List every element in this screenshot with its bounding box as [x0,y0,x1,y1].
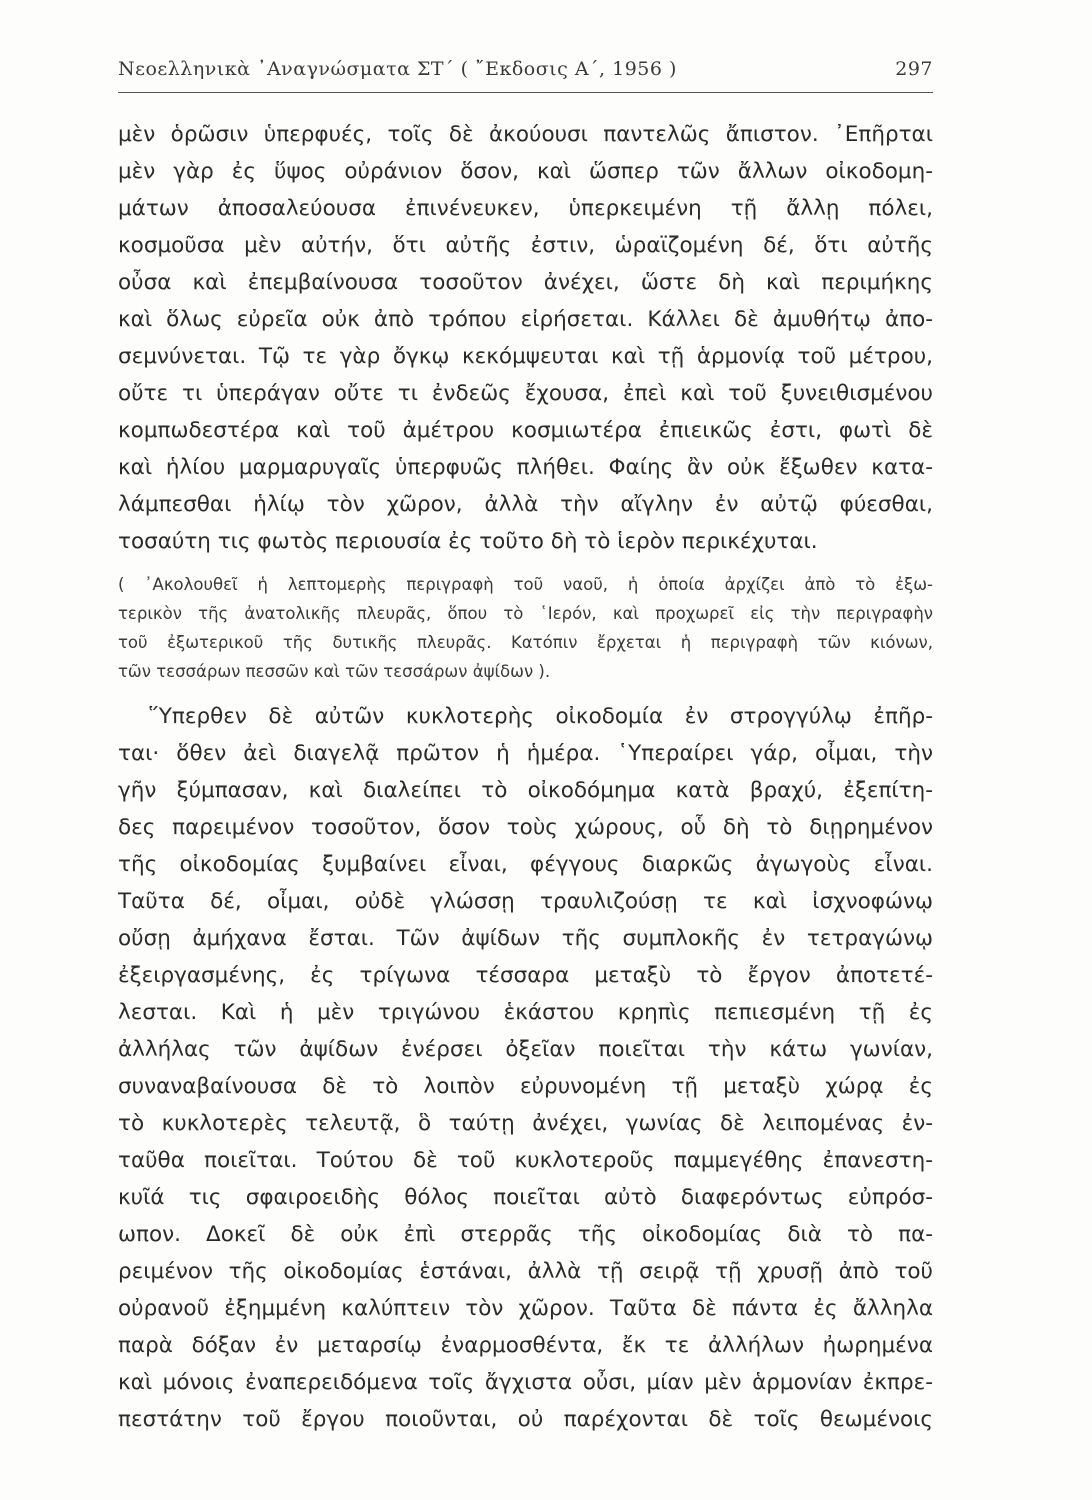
text-line: καὶ ἡλίου μαρμαρυγαῖς ὑπερφυῶς πλήθει. Φαίης ἂν οὐκ ἔξωθεν κατα- [118,455,933,480]
page-number: 297 [895,58,933,80]
text-line: τὸ κυκλοτερὲς τελευτᾷ, ὃ ταύτῃ ἀνέχει, γωνίας δὲ λειπομένας ἐν- [118,1111,933,1136]
header-rule [118,92,933,93]
text-line: μάτων ἀποσαλεύουσα ἐπινένευκεν, ὑπερκειμένη τῇ ἄλλῃ πόλει, [118,196,933,221]
text-line: ρειμένον τῆς οἰκοδομίας ἑστάναι, ἀλλὰ τῇ σειρᾷ τῇ χρυσῇ ἀπὸ τοῦ [118,1259,933,1284]
text-line: πεστάτην τοῦ ἔργου ποιοῦνται, οὐ παρέχονται δὲ τοῖς θεωμένοις [118,1407,933,1432]
running-title: Νεοελληνικὰ ᾿Αναγνώσματα ΣΤ΄ ( ῎Εκδοσις Α΄, 1956 ) [118,58,677,80]
text-line: Ταῦτα δέ, οἶμαι, οὐδὲ γλώσσῃ τραυλιζούσῃ τε καὶ ἰσχνοφώνῳ [118,889,933,914]
text-line: ἀλλήλας τῶν ἀψίδων ἐνέρσει ὀξεῖαν ποιεῖται τὴν κάτω γωνίαν, [118,1037,933,1062]
text-line: λάμπεσθαι ἡλίῳ τὸν χῶρον, ἀλλὰ τὴν αἴγλην ἐν αὐτῷ φύεσθαι, [118,492,933,517]
text-line: τοσαύτη τις φωτὸς περιουσία ἐς τοῦτο δὴ τὸ ἱερὸν περικέχυται. [118,529,818,554]
text-line: σεμνύνεται. Τῷ τε γὰρ ὄγκῳ κεκόμψευται καὶ τῇ ἁρμονίᾳ τοῦ μέτρου, [118,344,933,369]
text-line: κυῖά τις σφαιροειδὴς θόλος ποιεῖται αὐτὸ διαφερόντως εὐπρόσ- [118,1185,933,1210]
text-line: κοσμοῦσα μὲν αὐτήν, ὅτι αὐτῆς ἐστιν, ὡραϊζομένη δέ, ὅτι αὐτῆς [118,233,933,258]
text-line: ῞Υπερθεν δὲ αὐτῶν κυκλοτερὴς οἰκοδομία ἐν στρογγύλῳ ἐπῆρ- [148,704,933,729]
text-line: ἐξειργασμένης, ἐς τρίγωνα τέσσαρα μεταξὺ τὸ ἔργον ἀποτετέ- [118,963,933,988]
text-line: μὲν γὰρ ἐς ὕψος οὐράνιον ὅσον, καὶ ὥσπερ τῶν ἄλλων οἰκοδομη- [118,159,933,184]
text-line: τῆς οἰκοδομίας ξυμβαίνει εἶναι, φέγγους διαρκῶς ἀγωγοὺς εἶναι. [118,852,933,877]
page-header [118,58,933,90]
note-line: ( ᾿Ακολουθεῖ ἡ λεπτομερὴς περιγραφὴ τοῦ ναοῦ, ἡ ὁποία ἀρχίζει ἀπὸ τὸ ἐξω- [118,575,933,594]
text-line: οὔσῃ ἀμήχανα ἔσται. Τῶν ἀψίδων τῆς συμπλοκῆς ἐν τετραγώνῳ [118,926,933,951]
text-line: μὲν ὁρῶσιν ὑπερφυές, τοῖς δὲ ἀκούουσι παντελῶς ἄπιστον. ᾿Επῆρται [118,122,933,147]
text-line: οὔτε τι ὑπεράγαν οὔτε τι ἐνδεῶς ἔχουσα, ἐπεὶ καὶ τοῦ ξυνειθισμένου [118,381,933,406]
text-line: γῆν ξύμπασαν, καὶ διαλείπει τὸ οἰκοδόμημα κατὰ βραχύ, ἐξεπίτη- [118,778,933,803]
text-line: καὶ ὅλως εὐρεῖα οὐκ ἀπὸ τρόπου εἰρήσεται. Κάλλει δὲ ἀμυθήτῳ ἀπο- [118,307,933,332]
note-line: τερικὸν τῆς ἀνατολικῆς πλευρᾶς, ὅπου τὸ ῾Ιερόν, καὶ προχωρεῖ εἰς τὴν περιγραφὴν [118,604,933,623]
text-line: καὶ μόνοις ἐναπερειδόμενα τοῖς ἄγχιστα οὖσι, μίαν μὲν ἁρμονίαν ἐκπρε- [118,1370,933,1395]
note-line: τῶν τεσσάρων πεσσῶν καὶ τῶν τεσσάρων ἀψίδων ). [118,662,551,681]
text-line: λεσται. Καὶ ἡ μὲν τριγώνου ἑκάστου κρηπὶς πεπιεσμένη τῇ ἐς [118,1000,933,1025]
text-line: κομπωδεστέρα καὶ τοῦ ἀμέτρου κοσμιωτέρα ἐπιεικῶς ἐστι, φωτὶ δὲ [118,418,933,443]
text-line: οὐρανοῦ ἐξημμένη καλύπτειν τὸν χῶρον. Ταῦτα δὲ πάντα ἐς ἄλληλα [118,1296,933,1321]
text-line: συναναβαίνουσα δὲ τὸ λοιπὸν εὐρυνομένη τῇ μεταξὺ χώρᾳ ἐς [118,1074,933,1099]
text-line: δες παρειμένον τοσοῦτον, ὅσον τοὺς χώρους, οὗ δὴ τὸ διῃρημένον [118,815,933,840]
text-line: οὖσα καὶ ἐπεμβαίνουσα τοσοῦτον ἀνέχει, ὥστε δὴ καὶ περιμήκης [118,270,933,295]
text-line: ται· ὅθεν ἀεὶ διαγελᾷ πρῶτον ἡ ἡμέρα. ῾Υπεραίρει γάρ, οἶμαι, τὴν [118,741,933,766]
text-line: παρὰ δόξαν ἐν μεταρσίῳ ἐναρμοσθέντα, ἔκ τε ἀλλήλων ἠωρημένα [118,1333,933,1358]
note-line: τοῦ ἐξωτερικοῦ τῆς δυτικῆς πλευρᾶς. Κατόπιν ἔρχεται ἡ περιγραφὴ τῶν κιόνων, [118,633,933,652]
text-line: ταῦθα ποιεῖται. Τούτου δὲ τοῦ κυκλοτεροῦς παμμεγέθης ἐπανεστη- [118,1148,933,1173]
text-line: ωπον. Δοκεῖ δὲ οὐκ ἐπὶ στερρᾶς τῆς οἰκοδομίας διὰ τὸ πα- [118,1222,933,1247]
